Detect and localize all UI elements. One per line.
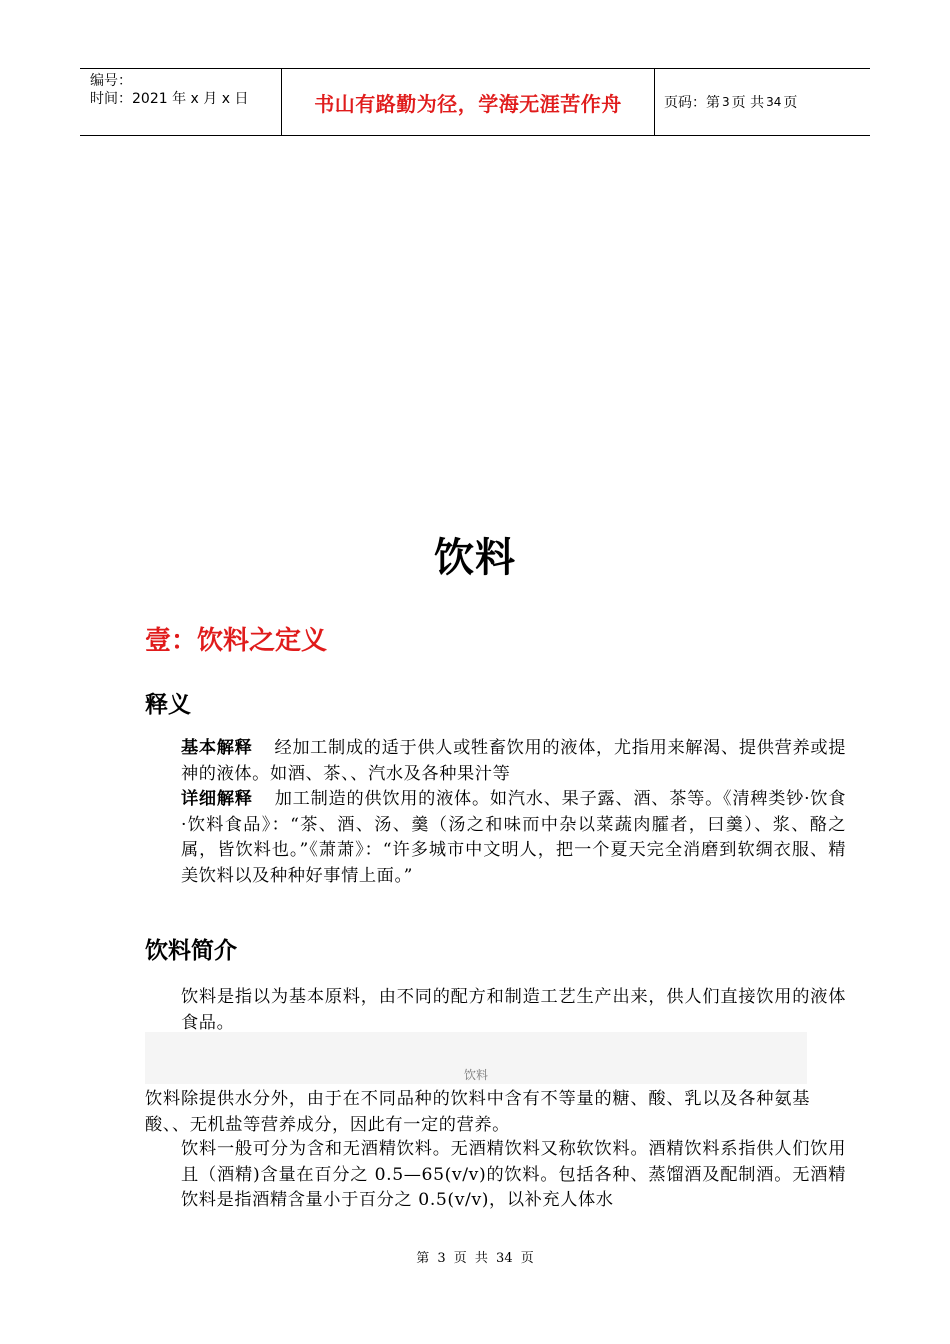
detail-definition-text: 加工制造的供饮用的液体。如汽水、果子露、酒、茶等。《清稗类钞·饮食·饮料食品》：“茶、酒、汤、羹（汤之和味而中杂以菜蔬肉臛者，曰羹）、浆、酪之属，皆饮料也。”《萧萧》：“许多城市中文明人，把一个夏天完全消磨到软绸衣服、精美饮料以及种种好事情上面。” (181, 789, 846, 886)
basic-definition-paragraph (145, 736, 846, 787)
beverage-image-placeholder (145, 1032, 807, 1084)
detail-definition-paragraph (145, 787, 846, 889)
header-page-info (655, 69, 870, 135)
subheading-intro: 饮料简介 (145, 938, 237, 964)
page-current: 3 (722, 95, 730, 109)
page-mid: 页 共 (731, 95, 765, 111)
section-heading: 壹：饮料之定义 (145, 626, 328, 656)
basic-definition-term: 基本解释 (181, 738, 253, 758)
page-header (80, 68, 870, 136)
page-footer: 第 3 页 共 34 页 (416, 1251, 534, 1266)
detail-definition-term: 详细解释 (181, 789, 253, 809)
types-paragraph: 饮料一般可分为含和无酒精饮料。无酒精饮料又称软饮料。酒精饮料系指供人们饮用且（酒精)含量在百分之 0.5—65(v/v)的饮料。包括各种、蒸馏酒及配制酒。无酒精饮料是指酒精含量小于百分之 0.5(v/v)，以补充人体水 (181, 1139, 846, 1210)
header-motto: 书山有路勤为径，学海无涯苦作舟 (281, 69, 655, 135)
image-caption: 饮料 (463, 1068, 488, 1082)
number-label: 编号： (90, 73, 132, 89)
nutrition-paragraph: 饮料除提供水分外，由于在不同品种的饮料中含有不等量的糖、酸、乳以及各种氨基酸、、无机盐等营养成分，因此有一定的营养。 (145, 1089, 810, 1135)
intro-paragraph: 饮料是指以为基本原料，由不同的配方和制造工艺生产出来，供人们直接饮用的液体食品。 (181, 987, 846, 1033)
document-title: 饮料 (434, 535, 516, 581)
time-label: 时间：2021 年 x 月 x 日 (90, 91, 249, 107)
page-suffix: 页 (783, 95, 798, 111)
page-total: 34 (766, 95, 782, 109)
page-prefix: 页码：第 (664, 95, 720, 111)
basic-definition-text: 经加工制成的适于供人或牲畜饮用的液体，尤指用来解渴、提供营养或提神的液体。如酒、茶、、汽水及各种果汁等 (181, 738, 846, 784)
subheading-definition: 释义 (145, 692, 191, 718)
header-meta (80, 69, 281, 135)
